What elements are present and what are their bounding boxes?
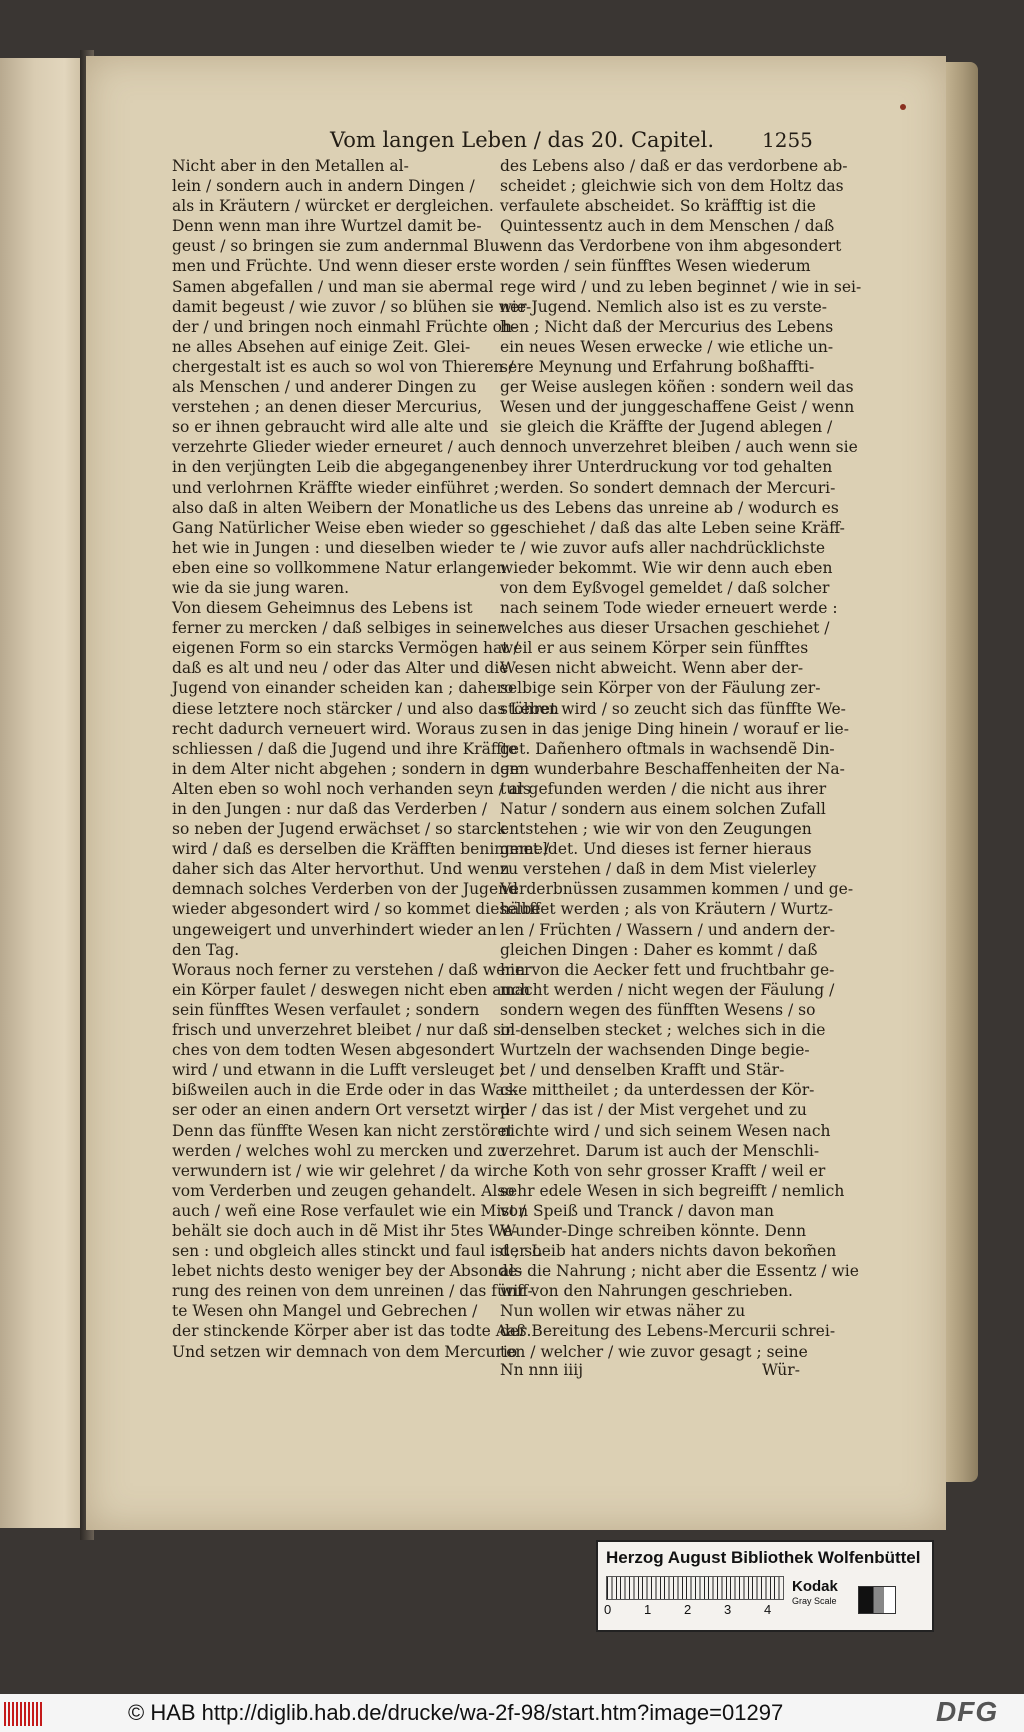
text-line: Und setzen wir demnach von dem Mercurio bbox=[172, 1342, 518, 1361]
text-line: zu verstehen / daß in dem Mist vielerley bbox=[500, 860, 817, 879]
text-line: nichte wird / und sich seinem Wesen nach bbox=[500, 1121, 831, 1140]
text-line: wenn das Verdorbene von ihm abgesondert bbox=[500, 237, 842, 256]
text-line: Denn wenn man ihre Wurtzel damit be- bbox=[172, 217, 482, 236]
source-url[interactable]: © HAB http://diglib.hab.de/drucke/wa-2f-98/start.htm?image=01297 bbox=[128, 1700, 784, 1725]
text-line: Verderbnüssen zusammen kommen / und ge- bbox=[500, 880, 854, 899]
text-line: verfaulete abscheidet. So kräfftig ist die bbox=[500, 197, 816, 216]
text-line: bißweilen auch in die Erde oder in das Was- bbox=[172, 1081, 518, 1100]
text-line: als in Kräutern / würcket er dergleichen. bbox=[172, 197, 494, 216]
text-line: geschiehet / daß das alte Leben seine Kräff- bbox=[500, 518, 845, 537]
ruler-number: 1 bbox=[644, 1602, 652, 1617]
text-line: der Leib hat anders nichts davon bekom̃en bbox=[500, 1242, 837, 1261]
text-line: diese letztere noch stärcker / und also das Leben bbox=[172, 699, 559, 718]
text-line: demnach solches Verderben von der Jugend bbox=[172, 880, 519, 899]
text-line: sondern wegen des fünfften Wesens / so bbox=[500, 1000, 816, 1019]
text-line: worden / sein fünfftes Wesen wiederum bbox=[500, 257, 811, 276]
text-line: us des Lebens das unreine ab / wodurch es bbox=[500, 498, 839, 517]
text-line: frisch und unverzehret bleibet / nur daß sol- bbox=[172, 1021, 521, 1040]
text-line: verwundern ist / wie wir gelehret / da wir bbox=[172, 1161, 500, 1180]
text-line: wird / und etwann in die Lufft versleuget ; bbox=[172, 1061, 505, 1080]
text-column-right bbox=[500, 156, 862, 1362]
text-line: ferner zu mercken / daß selbiges in seiner bbox=[172, 619, 505, 638]
text-line: te / wie zuvor aufs aller nachdrücklichste bbox=[500, 538, 826, 557]
running-title: Vom langen Leben / das 20. Capitel. bbox=[330, 128, 714, 152]
page-stack-edge bbox=[942, 62, 978, 1482]
text-line: wird / daß es derselben die Kräfften benimmet / bbox=[172, 840, 550, 859]
text-line: Woraus noch ferner zu verstehen / daß wenn bbox=[172, 960, 526, 979]
text-line: Wunder-Dinge schreiben könnte. Denn bbox=[500, 1221, 807, 1240]
text-line: Alten eben so wohl noch verhanden seyn / als bbox=[172, 779, 531, 798]
text-line: ger Weise auslegen köñen : sondern weil das bbox=[500, 378, 854, 397]
dfg-logo: DFG bbox=[936, 1696, 999, 1727]
text-line: so neben der Jugend erwächset / so starck bbox=[172, 820, 507, 839]
text-line: des Lebens also / daß er das verdorbene ab- bbox=[500, 157, 848, 175]
text-line: ser oder an einen andern Ort versetzt wird. bbox=[172, 1101, 515, 1120]
text-line: geust / so bringen sie zum andernmal Blu- bbox=[172, 237, 505, 256]
text-line: chergestalt ist es auch so wol von Thieren / bbox=[172, 357, 514, 376]
text-line: Nicht aber in den Metallen al- bbox=[172, 157, 409, 175]
text-line: cke mittheilet ; da unterdessen der Kör- bbox=[500, 1081, 815, 1100]
text-line: hen ; Nicht daß der Mercurius des Lebens bbox=[500, 317, 834, 336]
text-line: ein neues Wesen erwecke / wie etliche un- bbox=[500, 337, 834, 356]
text-line: sen in das jenige Ding hinein / worauf er lie- bbox=[500, 719, 849, 738]
text-line: lein / sondern auch in andern Dingen / bbox=[172, 177, 475, 196]
text-line: ungeweigert und unverhindert wieder an bbox=[172, 920, 497, 939]
text-line: scheidet ; gleichwie sich von dem Holtz das bbox=[500, 177, 844, 196]
text-line: tur gefunden werden / die nicht aus ihrer bbox=[500, 779, 827, 798]
library-color-card bbox=[596, 1540, 934, 1632]
text-line: verstehen ; an denen dieser Mercurius, bbox=[172, 398, 483, 417]
text-line: ten / welcher / wie zuvor gesagt ; seine bbox=[500, 1342, 808, 1361]
kodak-brand: Kodak bbox=[792, 1578, 838, 1595]
text-line: weil er aus seinem Körper sein fünfftes bbox=[500, 639, 809, 658]
text-line: der / und bringen noch einmahl Früchte oh- bbox=[172, 317, 518, 336]
text-line: in den verjüngten Leib die abgegangenen bbox=[172, 458, 501, 477]
text-line: und verlohrnen Kräffte wieder einführet ; bbox=[172, 478, 500, 497]
text-line: verzehret. Darum ist auch der Menschli- bbox=[500, 1141, 820, 1160]
gray-scale-label: Gray Scale bbox=[792, 1596, 837, 1606]
text-line: in dem Alter nicht abgehen ; sondern in dem bbox=[172, 759, 525, 778]
text-line: der Bereitung des Lebens-Mercurii schrei- bbox=[500, 1322, 836, 1341]
text-line: te Wesen ohn Mangel und Gebrechen / bbox=[172, 1302, 478, 1321]
text-line: Denn das fünffte Wesen kan nicht zerstöret bbox=[172, 1121, 513, 1140]
viewer-footer bbox=[0, 1694, 1024, 1732]
text-line: rege wird / und zu leben beginnet / wie in sei- bbox=[500, 277, 862, 296]
text-line: bet / und denselben Krafft und Stär- bbox=[500, 1061, 785, 1080]
text-line: dennoch unverzehret bleiben / auch wenn sie bbox=[500, 438, 858, 457]
text-line: Gang Natürlicher Weise eben wieder so ge- bbox=[172, 518, 515, 537]
text-line: len / Früchten / Wassern / und andern der- bbox=[500, 920, 836, 939]
text-line: wie da sie jung waren. bbox=[172, 578, 350, 597]
text-column-left bbox=[172, 156, 559, 1362]
ruler-number: 0 bbox=[604, 1602, 612, 1617]
text-line: in den Jungen : nur daß das Verderben / bbox=[172, 800, 488, 818]
text-line: sen : und obgleich alles stinckt und faul ist ; so bbox=[172, 1242, 542, 1261]
text-line: welches aus dieser Ursachen geschiehet / bbox=[500, 619, 830, 638]
text-line: ne alles Absehen auf einige Zeit. Glei- bbox=[172, 337, 471, 356]
text-line: daß es alt und neu / oder das Alter und die bbox=[172, 659, 509, 678]
text-line: der stinckende Körper aber ist das todte Aaß. bbox=[172, 1322, 532, 1341]
hab-logo-icon bbox=[4, 1702, 44, 1726]
text-line: Jugend von einander scheiden kan ; dahero bbox=[172, 679, 514, 698]
text-line: Wurtzeln der wachsenden Dinge begie- bbox=[500, 1041, 810, 1060]
text-line: recht dadurch verneuert wird. Woraus zu bbox=[172, 719, 498, 738]
text-line: wieder abgesondert wird / so kommet dieselbe bbox=[172, 900, 541, 919]
page-number: 1255 bbox=[762, 128, 813, 152]
measure-ruler bbox=[606, 1576, 784, 1600]
text-line: wir von den Nahrungen geschrieben. bbox=[500, 1282, 793, 1301]
text-line: gemeldet. Und dieses ist ferner hieraus bbox=[500, 840, 812, 859]
text-line: het wie in Jungen : und dieselben wieder bbox=[172, 538, 494, 557]
text-line: sie gleich die Kräffte der Jugend ablegen / bbox=[500, 418, 833, 437]
text-line: werden / welches wohl zu mercken und zu bbox=[172, 1141, 507, 1160]
text-line: als Menschen / und anderer Dingen zu bbox=[172, 378, 477, 397]
text-line: werden. So sondert demnach der Mercuri- bbox=[500, 478, 836, 497]
text-line: auch / weñ eine Rose verfaulet wie ein Mist / bbox=[172, 1201, 526, 1220]
text-line: ner Jugend. Nemlich also ist es zu verste- bbox=[500, 297, 828, 316]
text-line: get. Dañenhero oftmals in wachsendẽ Din- bbox=[500, 739, 835, 758]
text-line: als die Nahrung ; nicht aber die Essentz / wie bbox=[500, 1262, 859, 1281]
text-line: bey ihrer Unterdruckung vor tod gehalten bbox=[500, 458, 833, 477]
text-line: per / das ist / der Mist vergehet und zu bbox=[500, 1101, 807, 1120]
library-name: Herzog August Bibliothek Wolfenbüttel bbox=[606, 1548, 921, 1567]
text-line: sehr edele Wesen in sich begreifft / nemlich bbox=[500, 1181, 845, 1200]
text-line: ches von dem todten Wesen abgesondert bbox=[172, 1041, 495, 1060]
text-line: stöhret wird / so zeucht sich das fünffte We- bbox=[500, 699, 846, 718]
text-line: Natur / sondern aus einem solchen Zufall bbox=[500, 800, 826, 818]
ink-mark bbox=[900, 104, 906, 110]
text-line: verzehrte Glieder wieder erneuret / auch bbox=[172, 438, 496, 457]
text-line: häuffet werden ; als von Kräutern / Wurtz- bbox=[500, 900, 834, 919]
text-line: che Koth von sehr grosser Krafft / weil er bbox=[500, 1161, 826, 1180]
text-line: selbige sein Körper von der Fäulung zer- bbox=[500, 679, 821, 698]
text-line: eigenen Form so ein starcks Vermögen hat / bbox=[172, 639, 519, 658]
text-line: Quintessentz auch in dem Menschen / daß bbox=[500, 217, 835, 236]
left-page-edge bbox=[0, 58, 86, 1528]
gray-scale-patch bbox=[858, 1586, 896, 1614]
text-line: gen wunderbahre Beschaffenheiten der Na- bbox=[500, 759, 845, 778]
text-line: sere Meynung und Erfahrung boßhaffti- bbox=[500, 357, 815, 376]
text-line: macht werden / nicht wegen der Fäulung / bbox=[500, 980, 835, 999]
text-line: von dem Eyßvogel gemeldet / daß solcher bbox=[500, 578, 830, 597]
ruler-number: 2 bbox=[684, 1602, 692, 1617]
text-line: schliessen / daß die Jugend und ihre Kräffte bbox=[172, 739, 518, 758]
text-line: so er ihnen gebraucht wird alle alte und bbox=[172, 418, 489, 437]
text-line: wieder bekommt. Wie wir denn auch eben bbox=[500, 558, 833, 577]
text-line: Von diesem Geheimnus des Lebens ist bbox=[172, 599, 473, 618]
text-line: entstehen ; wie wir von den Zeugungen bbox=[500, 820, 812, 839]
text-line: men und Früchte. Und wenn dieser erste bbox=[172, 257, 497, 276]
text-line: Wesen und der junggeschaffene Geist / wenn bbox=[500, 398, 855, 417]
catchword: Wür- bbox=[762, 1361, 800, 1379]
text-line: hiervon die Aecker fett und fruchtbahr ge- bbox=[500, 960, 835, 979]
text-line: Samen abgefallen / und man sie abermal bbox=[172, 277, 494, 296]
text-line: damit begeust / wie zuvor / so blühen sie wie- bbox=[172, 297, 532, 316]
text-line: nach seinem Tode wieder erneuert werde : bbox=[500, 599, 838, 618]
text-line: vom Verderben und zeugen gehandelt. Also bbox=[172, 1181, 515, 1200]
text-line: daher sich das Alter hervorthut. Und wenn bbox=[172, 860, 510, 879]
signature-mark: Nn nnn iiij bbox=[500, 1361, 584, 1379]
text-line: ein Körper faulet / deswegen nicht eben auch bbox=[172, 980, 531, 999]
text-line: gleichen Dingen : Daher es kommt / daß bbox=[500, 940, 818, 959]
ruler-number: 4 bbox=[764, 1602, 772, 1617]
text-line: behält sie doch auch in dẽ Mist ihr 5tes We- bbox=[172, 1221, 518, 1240]
ruler-number: 3 bbox=[724, 1602, 732, 1617]
text-line: sein fünfftes Wesen verfaulet ; sondern bbox=[172, 1000, 480, 1019]
text-line: lebet nichts desto weniger bey der Absonde- bbox=[172, 1262, 523, 1281]
text-line: den Tag. bbox=[172, 940, 240, 959]
text-line: Nun wollen wir etwas näher zu bbox=[500, 1302, 746, 1321]
text-line: Wesen nicht abweicht. Wenn aber der- bbox=[500, 659, 804, 678]
text-line: in denselben stecket ; welches sich in die bbox=[500, 1021, 826, 1040]
text-line: rung des reinen von dem unreinen / das fünff- bbox=[172, 1282, 533, 1301]
text-line: also daß in alten Weibern der Monatliche bbox=[172, 498, 498, 517]
text-line: eben eine so vollkommene Natur erlangen bbox=[172, 558, 507, 577]
text-line: von Speiß und Tranck / davon man bbox=[500, 1201, 774, 1220]
